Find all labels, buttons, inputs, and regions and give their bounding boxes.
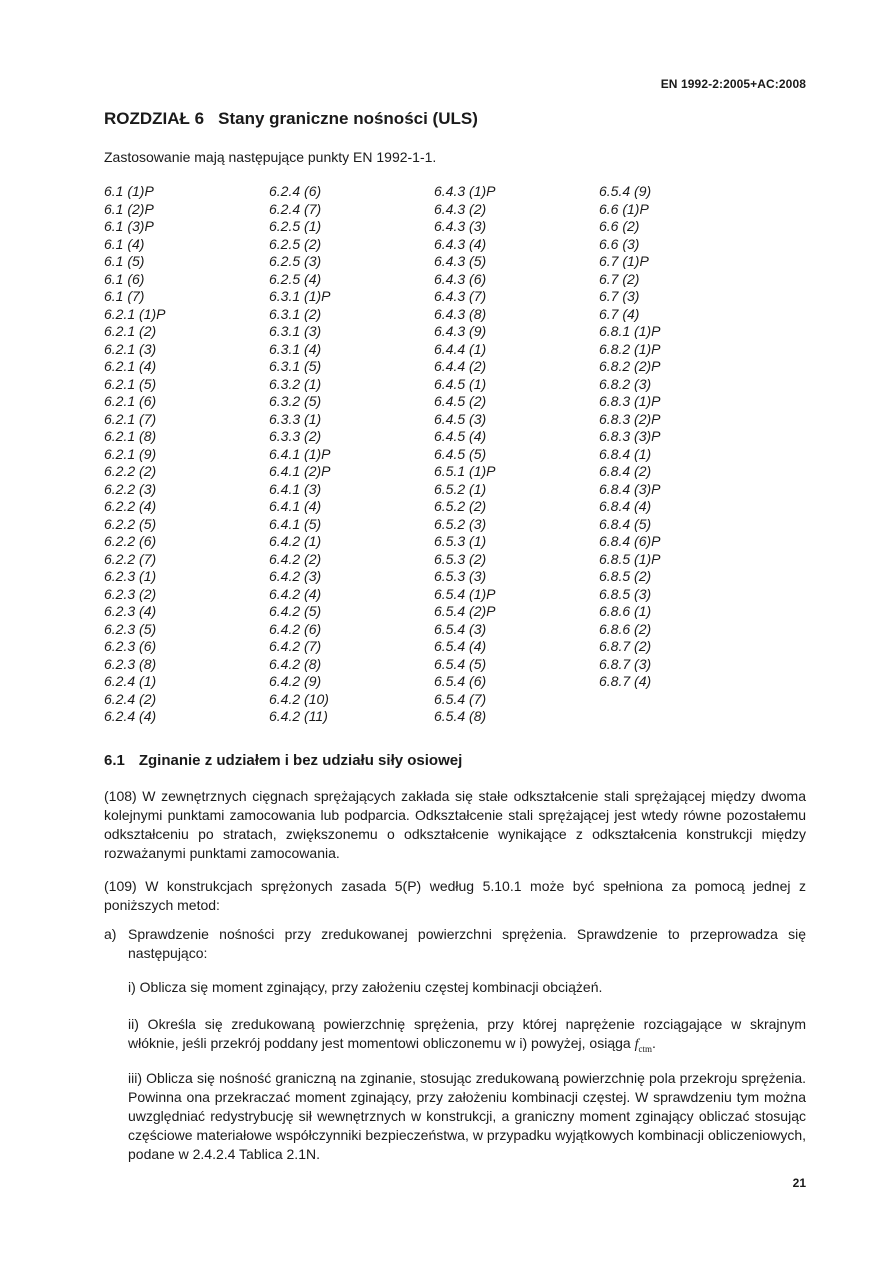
clause-item: 6.2.5 (2): [269, 235, 322, 252]
clause-item: 6.2.1 (5): [104, 375, 157, 392]
clause-item: 6.8.3 (3)P: [599, 428, 661, 444]
clause-item: 6.2.1 (3): [104, 340, 157, 357]
clause-item: 6.5.3 (3): [434, 568, 487, 584]
clause-item: 6.4.3 (7): [434, 288, 487, 304]
clause-item: 6.4.3 (4): [434, 235, 487, 252]
clause-item: 6.2.2 (2): [104, 463, 157, 479]
clause-item: 6.2.2 (6): [104, 533, 157, 549]
sub-item-ii: ii) Określa się zredukowaną powierzchnię sprężenia, przy której naprężenie rozciągające w skrajnym włóknie, jeśli przekrój poddany jest momentowi obliczonemu w i) powyżej, osiąga $f_{ctm}$.: [128, 1016, 806, 1054]
clause-item: 6.8.2 (2)P: [599, 358, 661, 374]
clause-item: 6.4.3 (3): [434, 218, 487, 234]
clause-item: 6.6 (2): [599, 218, 640, 234]
page-number: 21: [792, 1176, 806, 1190]
chapter-heading: [104, 109, 478, 129]
clause-item: 6.5.2 (1): [434, 480, 487, 497]
list-marker: a): [104, 926, 117, 942]
section-heading: [104, 752, 462, 769]
clause-item: 6.5.1 (1)P: [434, 463, 496, 479]
clause-item: 6.2.1 (2): [104, 323, 157, 339]
clause-item: 6.2.5 (1): [269, 218, 322, 234]
clause-item: 6.8.2 (3): [599, 375, 652, 392]
list-item-text: Sprawdzenie nośności przy zredukowanej powierzchni sprężenia. Sprawdzenie to przeprowadza się następująco:: [128, 926, 806, 961]
clause-item: 6.8.2 (1)P: [599, 340, 661, 357]
clause-item: 6.1 (5): [104, 253, 145, 269]
clause-item: 6.8.6 (2): [599, 620, 652, 637]
clause-item: 6.4.2 (7): [269, 638, 322, 654]
clause-item: 6.3.1 (1)P: [269, 288, 331, 304]
clause-item: 6.4.3 (5): [434, 253, 487, 269]
section-number: 6.1: [104, 752, 125, 769]
clause-column: [599, 183, 764, 726]
clause-item: 6.8.4 (4): [599, 498, 652, 514]
standard-reference: EN 1992-2:2005+AC:2008: [660, 77, 806, 91]
clause-item: 6.4.5 (3): [434, 410, 487, 427]
clause-item: 6.2.2 (7): [104, 550, 157, 567]
clause-item: 6.1 (2)P: [104, 200, 154, 217]
clause-item: 6.4.4 (1): [434, 340, 487, 357]
clause-item: 6.8.1 (1)P: [599, 323, 661, 339]
clause-item: 6.4.5 (5): [434, 445, 487, 462]
clause-item: 6.2.1 (4): [104, 358, 157, 374]
clause-item: 6.4.3 (8): [434, 305, 487, 322]
clause-item: 6.8.7 (2): [599, 638, 652, 654]
clause-item: 6.8.7 (4): [599, 673, 652, 689]
clause-item: 6.5.4 (8): [434, 708, 487, 724]
clause-item: 6.6 (1)P: [599, 200, 649, 217]
clause-item: 6.8.5 (2): [599, 568, 652, 584]
clause-item: 6.5.2 (2): [434, 498, 487, 514]
clause-item: 6.2.3 (5): [104, 620, 157, 637]
clause-item: 6.2.1 (9): [104, 445, 157, 462]
clause-item: 6.2.3 (6): [104, 638, 157, 654]
clause-item: 6.7 (2): [599, 270, 640, 287]
clause-item: 6.1 (1)P: [104, 183, 154, 199]
clause-item: 6.4.3 (1)P: [434, 183, 496, 199]
clause-item: 6.7 (1)P: [599, 253, 649, 269]
clause-item: 6.2.5 (3): [269, 253, 322, 269]
clause-item: 6.4.3 (6): [434, 270, 487, 287]
clause-item: 6.4.2 (1): [269, 533, 322, 549]
paragraph-108: (108) W zewnętrznych cięgnach sprężających zakłada się stałe odkształcenie stali sprężającej między dwoma kolejnymi punktami zamocowania lub podparcia. Odkształcenie stali sprężającej jest wtedy równe pozostałemu odkształceniu po stratach, zwiększonemu o odkształcenie wynikające z odkształcenia konstrukcji między rozważanymi punktami zamocowania.: [104, 788, 806, 861]
clause-item: 6.8.4 (2): [599, 463, 652, 479]
clause-item: 6.4.1 (1)P: [269, 445, 331, 462]
clause-item: 6.8.5 (1)P: [599, 550, 661, 567]
clause-item: 6.2.4 (7): [269, 200, 322, 217]
clause-item: 6.4.2 (3): [269, 568, 322, 584]
clause-item: 6.5.4 (7): [434, 690, 487, 707]
clause-column: [104, 183, 269, 726]
clause-item: 6.5.4 (3): [434, 620, 487, 637]
clause-item: 6.4.5 (1): [434, 375, 487, 392]
clause-item: 6.4.2 (9): [269, 673, 322, 689]
clause-item: 6.7 (3): [599, 288, 640, 304]
clause-item: 6.8.4 (1): [599, 445, 652, 462]
clause-item: 6.3.1 (2): [269, 305, 322, 322]
clause-item: 6.5.4 (6): [434, 673, 487, 689]
clause-item: 6.8.6 (1): [599, 603, 652, 619]
clause-item: 6.4.5 (2): [434, 393, 487, 409]
clause-item: 6.3.1 (4): [269, 340, 322, 357]
clause-item: 6.1 (3)P: [104, 218, 154, 234]
clause-item: 6.4.1 (2)P: [269, 463, 331, 479]
clause-item: 6.2.2 (4): [104, 498, 157, 514]
clause-item: 6.4.2 (11): [269, 708, 328, 724]
section-title: Zginanie z udziałem i bez udziału siły osiowej: [138, 752, 463, 769]
clause-item: 6.4.2 (5): [269, 603, 322, 619]
clause-item: 6.2.1 (1)P: [104, 305, 166, 322]
sub-item-iii: iii) Oblicza się nośność graniczną na zginanie, stosując zredukowaną powierzchnię pola przekroju sprężenia. Powinna ona przekraczać moment zginający, przy założeniu kombinacji częstej. W sprawdzeniu tym można uwzględniać redystrybucję sił wewnętrznych w konstrukcji, a graniczny moment zginający obliczać stosując częściowe materiałowe współczynniki bezpieczeństwa, w przypadku wyjątkowych kombinacji obliczeniowych, podane w 2.4.2.4 Tablica 2.1N.: [128, 1070, 806, 1162]
clause-item: 6.8.3 (1)P: [599, 393, 661, 409]
clause-item: 6.3.2 (5): [269, 393, 322, 409]
chapter-title: Stany graniczne nośności (ULS): [218, 109, 478, 128]
clause-item: 6.4.2 (10): [269, 690, 329, 707]
clause-item: 6.4.3 (2): [434, 200, 487, 217]
clause-item: 6.2.3 (8): [104, 655, 157, 672]
clause-item: 6.2.5 (4): [269, 270, 322, 287]
clause-item: 6.4.4 (2): [434, 358, 487, 374]
clause-item: 6.3.3 (2): [269, 428, 322, 444]
clause-item: 6.8.4 (3)P: [599, 480, 661, 497]
clause-item: 6.4.1 (3): [269, 480, 322, 497]
clause-item: 6.1 (4): [104, 235, 145, 252]
clause-item: 6.2.4 (4): [104, 708, 157, 724]
clause-item: 6.3.3 (1): [269, 410, 322, 427]
sub-item-ii-text: ii) Określa się zredukowaną powierzchnię sprężenia, przy której naprężenie rozciągające w skrajnym włóknie, jeśli przekrój poddany jest momentowi obliczonemu w i) powyżej, osiąga: [128, 1016, 806, 1051]
clause-item: 6.3.2 (1): [269, 375, 322, 392]
clause-item: 6.2.3 (1): [104, 568, 157, 584]
clause-item: 6.4.1 (4): [269, 498, 322, 514]
clause-item: 6.4.2 (2): [269, 550, 322, 567]
clause-item: 6.1 (7): [104, 288, 145, 304]
clause-item: 6.2.3 (4): [104, 603, 157, 619]
clause-item: 6.8.4 (5): [599, 515, 652, 532]
clause-item: 6.8.7 (3): [599, 655, 652, 672]
list-item-a: [104, 925, 806, 963]
clause-item: 6.8.5 (3): [599, 585, 652, 602]
clause-item: 6.4.3 (9): [434, 323, 487, 339]
clause-item: 6.4.2 (4): [269, 585, 322, 602]
clause-item: 6.5.3 (2): [434, 550, 487, 567]
clause-item: 6.2.1 (7): [104, 410, 157, 427]
clause-item: 6.3.1 (5): [269, 358, 322, 374]
clause-item: 6.5.4 (4): [434, 638, 487, 654]
clause-item: 6.8.3 (2)P: [599, 410, 661, 427]
clause-item: 6.2.1 (8): [104, 428, 157, 444]
clause-item: 6.2.4 (2): [104, 690, 157, 707]
clause-item: 6.7 (4): [599, 305, 640, 322]
clause-list: [104, 183, 764, 726]
clause-item: 6.4.1 (5): [269, 515, 322, 532]
clause-item: 6.5.2 (3): [434, 515, 487, 532]
fctm-symbol: $f_{ctm}$: [634, 1037, 652, 1054]
clause-item: 6.1 (6): [104, 270, 145, 287]
clause-item: 6.2.2 (5): [104, 515, 157, 532]
clause-item: 6.2.1 (6): [104, 393, 157, 409]
clause-item: 6.2.3 (2): [104, 585, 157, 602]
clause-item: 6.6 (3): [599, 235, 640, 252]
clause-item: 6.4.2 (8): [269, 655, 322, 672]
clause-item: 6.5.4 (2)P: [434, 603, 496, 619]
clause-item: 6.2.4 (6): [269, 183, 322, 199]
clause-item: 6.2.2 (3): [104, 480, 157, 497]
clause-item: 6.8.4 (6)P: [599, 533, 661, 549]
clause-item: 6.5.4 (5): [434, 655, 487, 672]
clause-column: [434, 183, 599, 726]
intro-text: Zastosowanie mają następujące punkty EN 1992-1-1.: [104, 149, 437, 165]
clause-item: 6.4.5 (4): [434, 428, 487, 444]
clause-item: 6.5.4 (1)P: [434, 585, 496, 602]
clause-item: 6.5.3 (1): [434, 533, 487, 549]
clause-column: [269, 183, 434, 726]
clause-item: 6.3.1 (3): [269, 323, 322, 339]
paragraph-109: (109) W konstrukcjach sprężonych zasada 5(P) według 5.10.1 może być spełniona za pomocą jednej z poniższych metod:: [104, 878, 806, 913]
clause-item: 6.4.2 (6): [269, 620, 322, 637]
clause-item: 6.2.4 (1): [104, 673, 157, 689]
sub-item-i: i) Oblicza się moment zginający, przy założeniu częstej kombinacji obciążeń.: [128, 979, 603, 995]
clause-item: 6.5.4 (9): [599, 183, 652, 199]
chapter-number: ROZDZIAŁ 6: [104, 109, 205, 128]
